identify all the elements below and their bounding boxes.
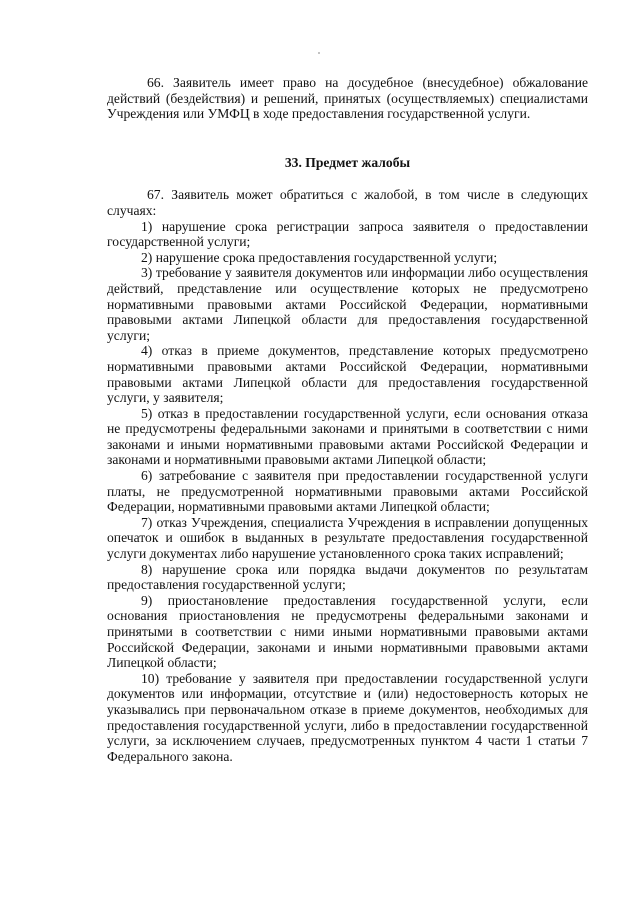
paragraph-66: 66. Заявитель имеет право на досудебное (внесудебное) обжалование действий (бездействия) и решений, принятых (осуществляемых) специалистами Учреждения или УМФЦ в ходе предоставления государственной услуги. <box>107 75 588 122</box>
list-item: 4) отказ в приеме документов, представление которых предусмотрено нормативными правовыми актами Российской Федерации, нормативными правовыми актами Липецкой области для предоставления государственной услуги, у заявителя; <box>107 343 588 406</box>
scan-speck <box>318 52 320 54</box>
document-body <box>107 75 588 764</box>
list-item: 1) нарушение срока регистрации запроса заявителя о предоставлении государственной услуги; <box>107 218 588 250</box>
list-item: 3) требование у заявителя документов или информации либо осуществления действий, представление или осуществление которых не предусмотрено нормативными правовыми актами Российской Федерации, нормативными правовыми актами Липецкой области для предоставления государственной услуги; <box>107 265 588 343</box>
list-item: 9) приостановление предоставления государственной услуги, если основания приостановления не предусмотрены федеральными законами и принятыми в соответствии с ними иными нормативными правовыми актами Российской Федерации, законами и иными нормативными правовыми актами Липецкой области; <box>107 592 588 671</box>
paragraph-67: 67. Заявитель может обратиться с жалобой, в том числе в следующих случаях: <box>107 187 588 218</box>
list-item: 8) нарушение срока или порядка выдачи документов по результатам предоставления государственной услуги; <box>107 561 588 593</box>
list-item: 5) отказ в предоставлении государственной услуги, если основания отказа не предусмотрены федеральными законами и принятыми в соответствии с ними законами и иными нормативными правовыми актами Российской Федерации и законами и нормативными правовыми актами Липецкой области; <box>107 405 588 468</box>
list-item: 10) требование у заявителя при предоставлении государственной услуги документов или информации, отсутствие и (или) недостоверность которых не указывались при первоначальном отказе в приеме документов, необходимых для предоставления государственной услуги, либо в предоставлении государственной услуги, за исключением случаев, предусмотренных пунктом 4 части 1 статьи 7 Федерального закона. <box>107 670 588 764</box>
list-item: 6) затребование с заявителя при предоставлении государственной услуги платы, не предусмотренной нормативными правовыми актами Российской Федерации, нормативными правовыми актами Липецкой области; <box>107 468 588 515</box>
section-heading: 33. Предмет жалобы <box>284 154 411 170</box>
list-item: 2) нарушение срока предоставления государственной услуги; <box>141 249 498 265</box>
list-item: 7) отказ Учреждения, специалиста Учреждения в исправлении допущенных опечаток и ошибок в выданных в результате предоставления государственной услуги документах либо нарушение установленного срока таких исправлений; <box>107 514 588 562</box>
